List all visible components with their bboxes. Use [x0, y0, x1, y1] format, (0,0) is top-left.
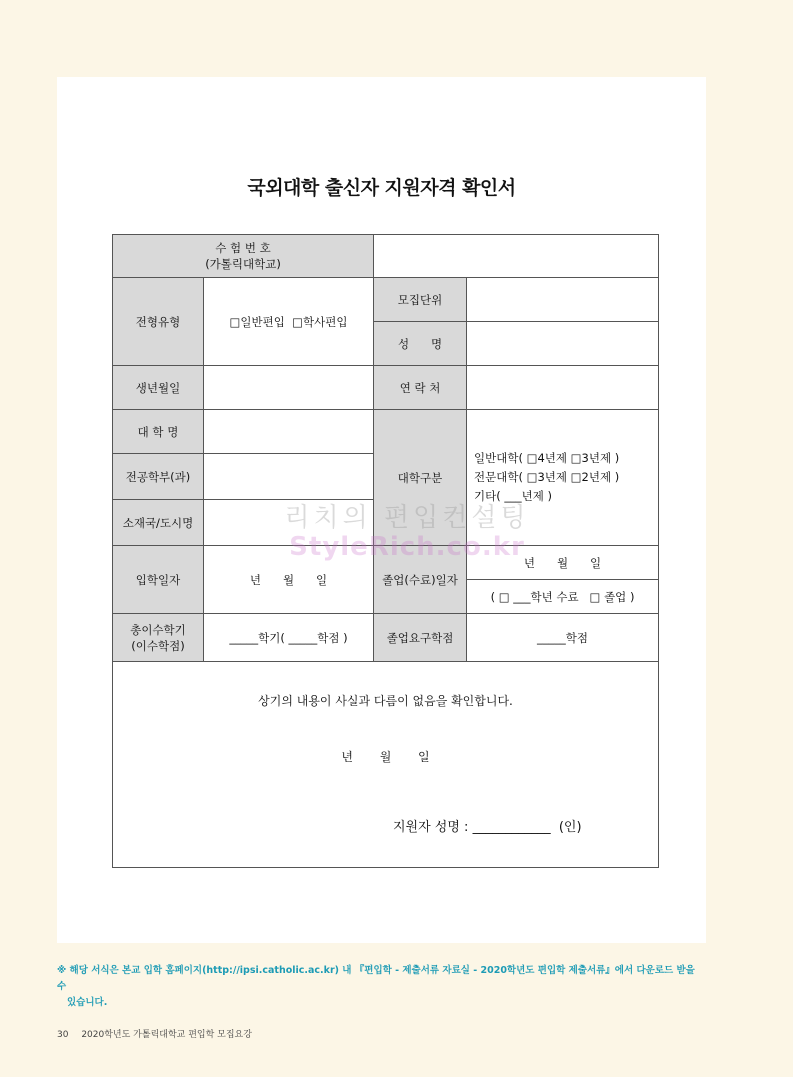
- download-note-line-1: ※ 해당 서식은 본교 입학 홈페이지(http://ipsi.catholic.ac.kr) 내 『편입학 - 제출서류 자료실 - 2020학년도 편입학 제출서류』에서 다운로드 받을 수: [57, 965, 695, 992]
- form-row-recruit-unit: [113, 278, 659, 322]
- graduation-status-field[interactable]: ( □ ___학년 수료 □ 졸업 ): [467, 580, 659, 614]
- recruit-unit-label: 모집단위: [374, 278, 467, 322]
- qualification-form-table: [112, 234, 659, 868]
- applicant-signature-line[interactable]: 지원자 성명 : ____________ (인): [393, 820, 582, 835]
- contact-field[interactable]: [467, 366, 659, 410]
- university-name-label: 대 학 명: [113, 410, 204, 454]
- download-note-line-2: 있습니다.: [67, 997, 108, 1008]
- page-footer: [57, 1027, 252, 1040]
- country-city-label: 소재국/도시명: [113, 500, 204, 546]
- required-credits-field[interactable]: _____학점: [467, 614, 659, 662]
- required-credits-label: 졸업요구학점: [374, 614, 467, 662]
- form-row-university-name: [113, 410, 659, 454]
- name-label: 성 명: [374, 322, 467, 366]
- birth-label: 생년월일: [113, 366, 204, 410]
- entrance-date-label: 입학일자: [113, 546, 204, 614]
- form-row-semesters: [113, 614, 659, 662]
- total-semesters-label-line-1: 총이수학기: [130, 622, 186, 637]
- university-type-line-3: 기타( ___년제 ): [474, 489, 552, 503]
- university-type-options[interactable]: [467, 410, 659, 546]
- graduation-date-field[interactable]: 년 월 일: [467, 546, 659, 580]
- total-semesters-field[interactable]: _____학기( _____학점 ): [204, 614, 374, 662]
- document-title: 국외대학 출신자 지원자격 확인서: [247, 177, 516, 199]
- watermark-korean: 리치의 편입컨설팅: [284, 503, 530, 533]
- form-row-birth: [113, 366, 659, 410]
- university-type-line-2: 전문대학( □3년제 □2년제 ): [474, 470, 620, 484]
- country-city-field[interactable]: [204, 500, 374, 546]
- admission-type-options[interactable]: □일반편입 □학사편입: [204, 278, 374, 366]
- page-number: 30: [57, 1030, 69, 1040]
- exam-number-label: 수 험 번 호: [215, 241, 271, 255]
- university-type-label: 대학구분: [374, 410, 467, 546]
- recruit-unit-field[interactable]: [467, 278, 659, 322]
- form-row-exam-number: [113, 235, 659, 278]
- document-sheet: [57, 77, 706, 943]
- name-field[interactable]: [467, 322, 659, 366]
- exam-number-sub-label: (가톨릭대학교): [205, 257, 281, 271]
- download-note: [57, 963, 707, 1011]
- form-row-declaration: [113, 662, 659, 868]
- form-row-entrance-date: [113, 546, 659, 580]
- exam-number-label-cell: [113, 235, 374, 278]
- major-field[interactable]: [204, 454, 374, 500]
- footer-text: 2020학년도 가톨릭대학교 편입학 모집요강: [81, 1030, 252, 1040]
- contact-label: 연 락 처: [374, 366, 467, 410]
- total-semesters-label: [113, 614, 204, 662]
- birth-field[interactable]: [204, 366, 374, 410]
- graduation-date-label: 졸업(수료)일자: [374, 546, 467, 614]
- declaration-statement: 상기의 내용이 사실과 다름이 없음을 확인합니다.: [258, 694, 513, 708]
- total-semesters-label-line-2: (이수학점): [131, 638, 185, 653]
- admission-type-label: 전형유형: [113, 278, 204, 366]
- entrance-date-field[interactable]: 년 월 일: [204, 546, 374, 614]
- exam-number-field[interactable]: [374, 235, 659, 278]
- declaration-date[interactable]: 년 월 일: [341, 750, 430, 764]
- declaration-cell: [113, 662, 659, 868]
- major-label: 전공학부(과): [113, 454, 204, 500]
- university-type-line-1: 일반대학( □4년제 □3년제 ): [474, 451, 620, 465]
- watermark-url: StyleRich.co.kr: [289, 532, 525, 562]
- university-name-field[interactable]: [204, 410, 374, 454]
